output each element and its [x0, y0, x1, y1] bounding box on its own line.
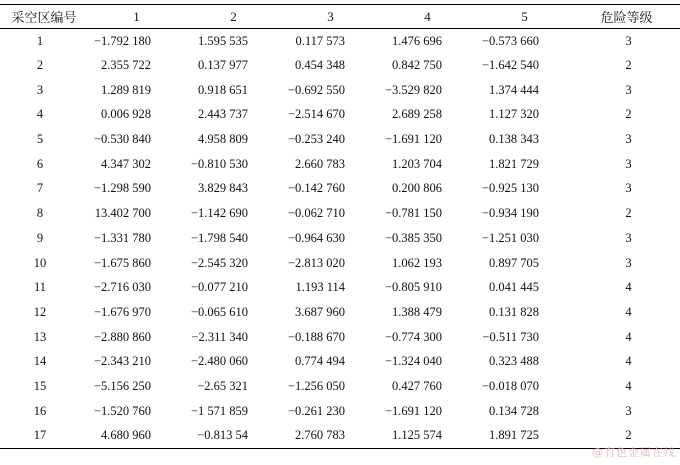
cell-col-5: 1.374 444 [489, 82, 539, 97]
cell-col-1: −5.156 250 [93, 378, 151, 393]
cell-risk-level: 3 [625, 403, 632, 418]
watermark: @有色金属在线 [592, 446, 676, 459]
cell-col-2: −2.65 321 [197, 378, 248, 393]
cell-col-5: 0.323 488 [489, 354, 539, 369]
cell-col-1: −1.676 970 [93, 304, 151, 319]
cell-col-4: 0.842 750 [392, 58, 442, 73]
cell-col-5: 0.041 445 [489, 280, 539, 295]
table-row [0, 152, 680, 177]
cell-col-2: 3.829 843 [198, 181, 248, 196]
header-col-3: 3 [327, 8, 334, 24]
cell-col-3: 2.760 783 [295, 428, 345, 443]
cell-col-3: 2.660 783 [295, 156, 345, 171]
cell-col-2: −0.077 210 [190, 280, 248, 295]
cell-col-4: −0.385 350 [384, 230, 442, 245]
cell-col-1: 2.355 722 [101, 58, 151, 73]
cell-col-5: 0.131 828 [489, 304, 539, 319]
table-row [0, 300, 680, 325]
cell-goaf-id: 13 [33, 329, 47, 344]
table-row [0, 177, 680, 202]
cell-col-4: 1.388 479 [392, 304, 442, 319]
cell-risk-level: 2 [625, 206, 632, 221]
cell-col-1: 1.289 819 [101, 82, 151, 97]
cell-col-5: −0.511 730 [482, 329, 539, 344]
cell-col-3: −0.062 710 [287, 206, 345, 221]
cell-col-3: −0.188 670 [287, 329, 345, 344]
cell-goaf-id: 14 [33, 354, 47, 369]
cell-col-3: 3.687 960 [295, 304, 345, 319]
cell-risk-level: 3 [625, 181, 632, 196]
table-row [0, 325, 680, 350]
cell-col-5: 0.134 728 [489, 403, 539, 418]
cell-col-4: −1.691 120 [384, 403, 442, 418]
cell-col-2: 2.443 737 [198, 107, 248, 122]
cell-goaf-id: 15 [33, 378, 47, 393]
cell-col-1: −2.880 860 [93, 329, 151, 344]
cell-col-5: 0.897 705 [489, 255, 539, 270]
cell-col-3: 0.774 494 [295, 354, 345, 369]
cell-col-4: 1.062 193 [392, 255, 442, 270]
cell-col-4: −3.529 820 [384, 82, 442, 97]
cell-risk-level: 4 [625, 329, 632, 344]
cell-col-1: 4.347 302 [101, 156, 151, 171]
cell-col-4: −1.691 120 [384, 132, 442, 147]
cell-risk-level: 2 [625, 58, 632, 73]
cell-risk-level: 3 [625, 82, 632, 97]
cell-col-3: −0.692 550 [287, 82, 345, 97]
cell-risk-level: 4 [625, 304, 632, 319]
cell-col-5: 1.127 320 [489, 107, 539, 122]
table-row [0, 251, 680, 276]
cell-goaf-id: 11 [33, 280, 47, 295]
table-row [0, 29, 680, 54]
table-row [0, 399, 680, 424]
cell-col-2: −0.813 54 [197, 428, 248, 443]
cell-col-2: −2.311 340 [191, 329, 248, 344]
cell-col-2: −0.810 530 [190, 156, 248, 171]
cell-col-2: −2.545 320 [190, 255, 248, 270]
table-row [0, 103, 680, 128]
cell-col-1: 4.680 960 [101, 428, 151, 443]
header-col-4: 4 [424, 8, 431, 24]
header-col-1: 1 [133, 8, 140, 24]
cell-goaf-id: 12 [33, 304, 47, 319]
cell-col-1: −2.343 210 [93, 354, 151, 369]
cell-col-2: 1.595 535 [198, 33, 248, 48]
cell-col-3: −0.964 630 [287, 230, 345, 245]
cell-col-4: −0.774 300 [384, 329, 442, 344]
cell-goaf-id: 6 [36, 156, 44, 171]
table-row [0, 374, 680, 399]
cell-risk-level: 4 [625, 354, 632, 369]
cell-risk-level: 3 [625, 132, 632, 147]
cell-risk-level: 3 [625, 156, 632, 171]
cell-col-4: 0.427 760 [392, 378, 442, 393]
cell-goaf-id: 10 [33, 255, 47, 270]
table-row [0, 275, 680, 300]
cell-col-5: −0.018 070 [481, 378, 539, 393]
cell-col-4: 1.476 696 [392, 33, 442, 48]
table-row [0, 127, 680, 152]
cell-goaf-id: 3 [36, 82, 44, 97]
cell-col-2: 4.958 809 [198, 132, 248, 147]
cell-risk-level: 2 [625, 107, 632, 122]
cell-col-1: 0.006 928 [101, 107, 151, 122]
cell-col-1: −1.675 860 [93, 255, 151, 270]
cell-col-3: −2.813 020 [287, 255, 345, 270]
cell-col-3: −0.261 230 [287, 403, 345, 418]
cell-col-3: −1.256 050 [287, 378, 345, 393]
cell-col-5: −0.925 130 [481, 181, 539, 196]
table-row [0, 201, 680, 226]
cell-col-1: −1.298 590 [93, 181, 151, 196]
header-row [0, 5, 680, 29]
cell-goaf-id: 8 [36, 206, 44, 221]
cell-col-4: 1.203 704 [392, 156, 442, 171]
cell-goaf-id: 17 [33, 428, 47, 443]
table-row [0, 78, 680, 103]
cell-goaf-id: 5 [36, 132, 44, 147]
table-row [0, 226, 680, 251]
cell-col-4: −1.324 040 [384, 354, 442, 369]
cell-col-2: −1 571 859 [190, 403, 248, 418]
cell-col-2: −2.480 060 [190, 354, 248, 369]
cell-col-3: 0.454 348 [295, 58, 345, 73]
cell-risk-level: 2 [625, 428, 632, 443]
cell-goaf-id: 16 [33, 403, 47, 418]
header-col-2: 2 [230, 8, 237, 24]
table-row [0, 349, 680, 374]
cell-col-2: 0.918 651 [198, 82, 248, 97]
cell-col-2: −1.798 540 [190, 230, 248, 245]
cell-col-2: −1.142 690 [190, 206, 248, 221]
table-row [0, 424, 680, 449]
cell-col-5: −1.642 540 [481, 58, 539, 73]
cell-col-5: 0.138 343 [489, 132, 539, 147]
cell-col-5: 1.821 729 [489, 156, 539, 171]
header-goaf-id: 采空区编号 [11, 10, 77, 25]
cell-goaf-id: 7 [36, 181, 44, 196]
cell-col-4: 1.125 574 [392, 428, 442, 443]
cell-col-1: 13.402 700 [94, 206, 151, 221]
cell-col-4: −0.805 910 [384, 280, 442, 295]
cell-col-2: −0.065 610 [190, 304, 248, 319]
cell-col-5: −0.573 660 [481, 33, 539, 48]
cell-col-3: 0.117 573 [295, 33, 345, 48]
cell-col-3: −0.142 760 [287, 181, 345, 196]
cell-col-1: −1.331 780 [93, 230, 151, 245]
cell-col-3: 1.193 114 [295, 280, 345, 295]
cell-risk-level: 3 [625, 255, 632, 270]
cell-col-4: 0.200 806 [392, 181, 442, 196]
cell-risk-level: 3 [625, 230, 632, 245]
cell-goaf-id: 1 [36, 33, 44, 48]
cell-col-4: 2.689 258 [392, 107, 442, 122]
cell-goaf-id: 2 [36, 58, 44, 73]
cell-col-5: 1.891 725 [489, 428, 539, 443]
cell-risk-level: 3 [625, 33, 632, 48]
cell-col-5: −1.251 030 [481, 230, 539, 245]
cell-col-1: −0.530 840 [93, 132, 151, 147]
cell-col-4: −0.781 150 [384, 206, 442, 221]
table-row [0, 53, 680, 78]
cell-col-1: −2.716 030 [93, 280, 151, 295]
cell-goaf-id: 4 [36, 107, 44, 122]
cell-col-1: −1.792 180 [93, 33, 151, 48]
cell-col-3: −2.514 670 [287, 107, 345, 122]
header-risk-level: 危险等级 [600, 10, 653, 25]
cell-col-3: −0.253 240 [287, 132, 345, 147]
cell-risk-level: 4 [625, 378, 632, 393]
cell-col-5: −0.934 190 [481, 206, 539, 221]
cell-goaf-id: 9 [36, 230, 44, 245]
cell-col-2: 0.137 977 [198, 58, 248, 73]
cell-col-1: −1.520 760 [93, 403, 151, 418]
cell-risk-level: 4 [625, 280, 632, 295]
header-col-5: 5 [521, 8, 528, 24]
data-table [0, 4, 680, 449]
